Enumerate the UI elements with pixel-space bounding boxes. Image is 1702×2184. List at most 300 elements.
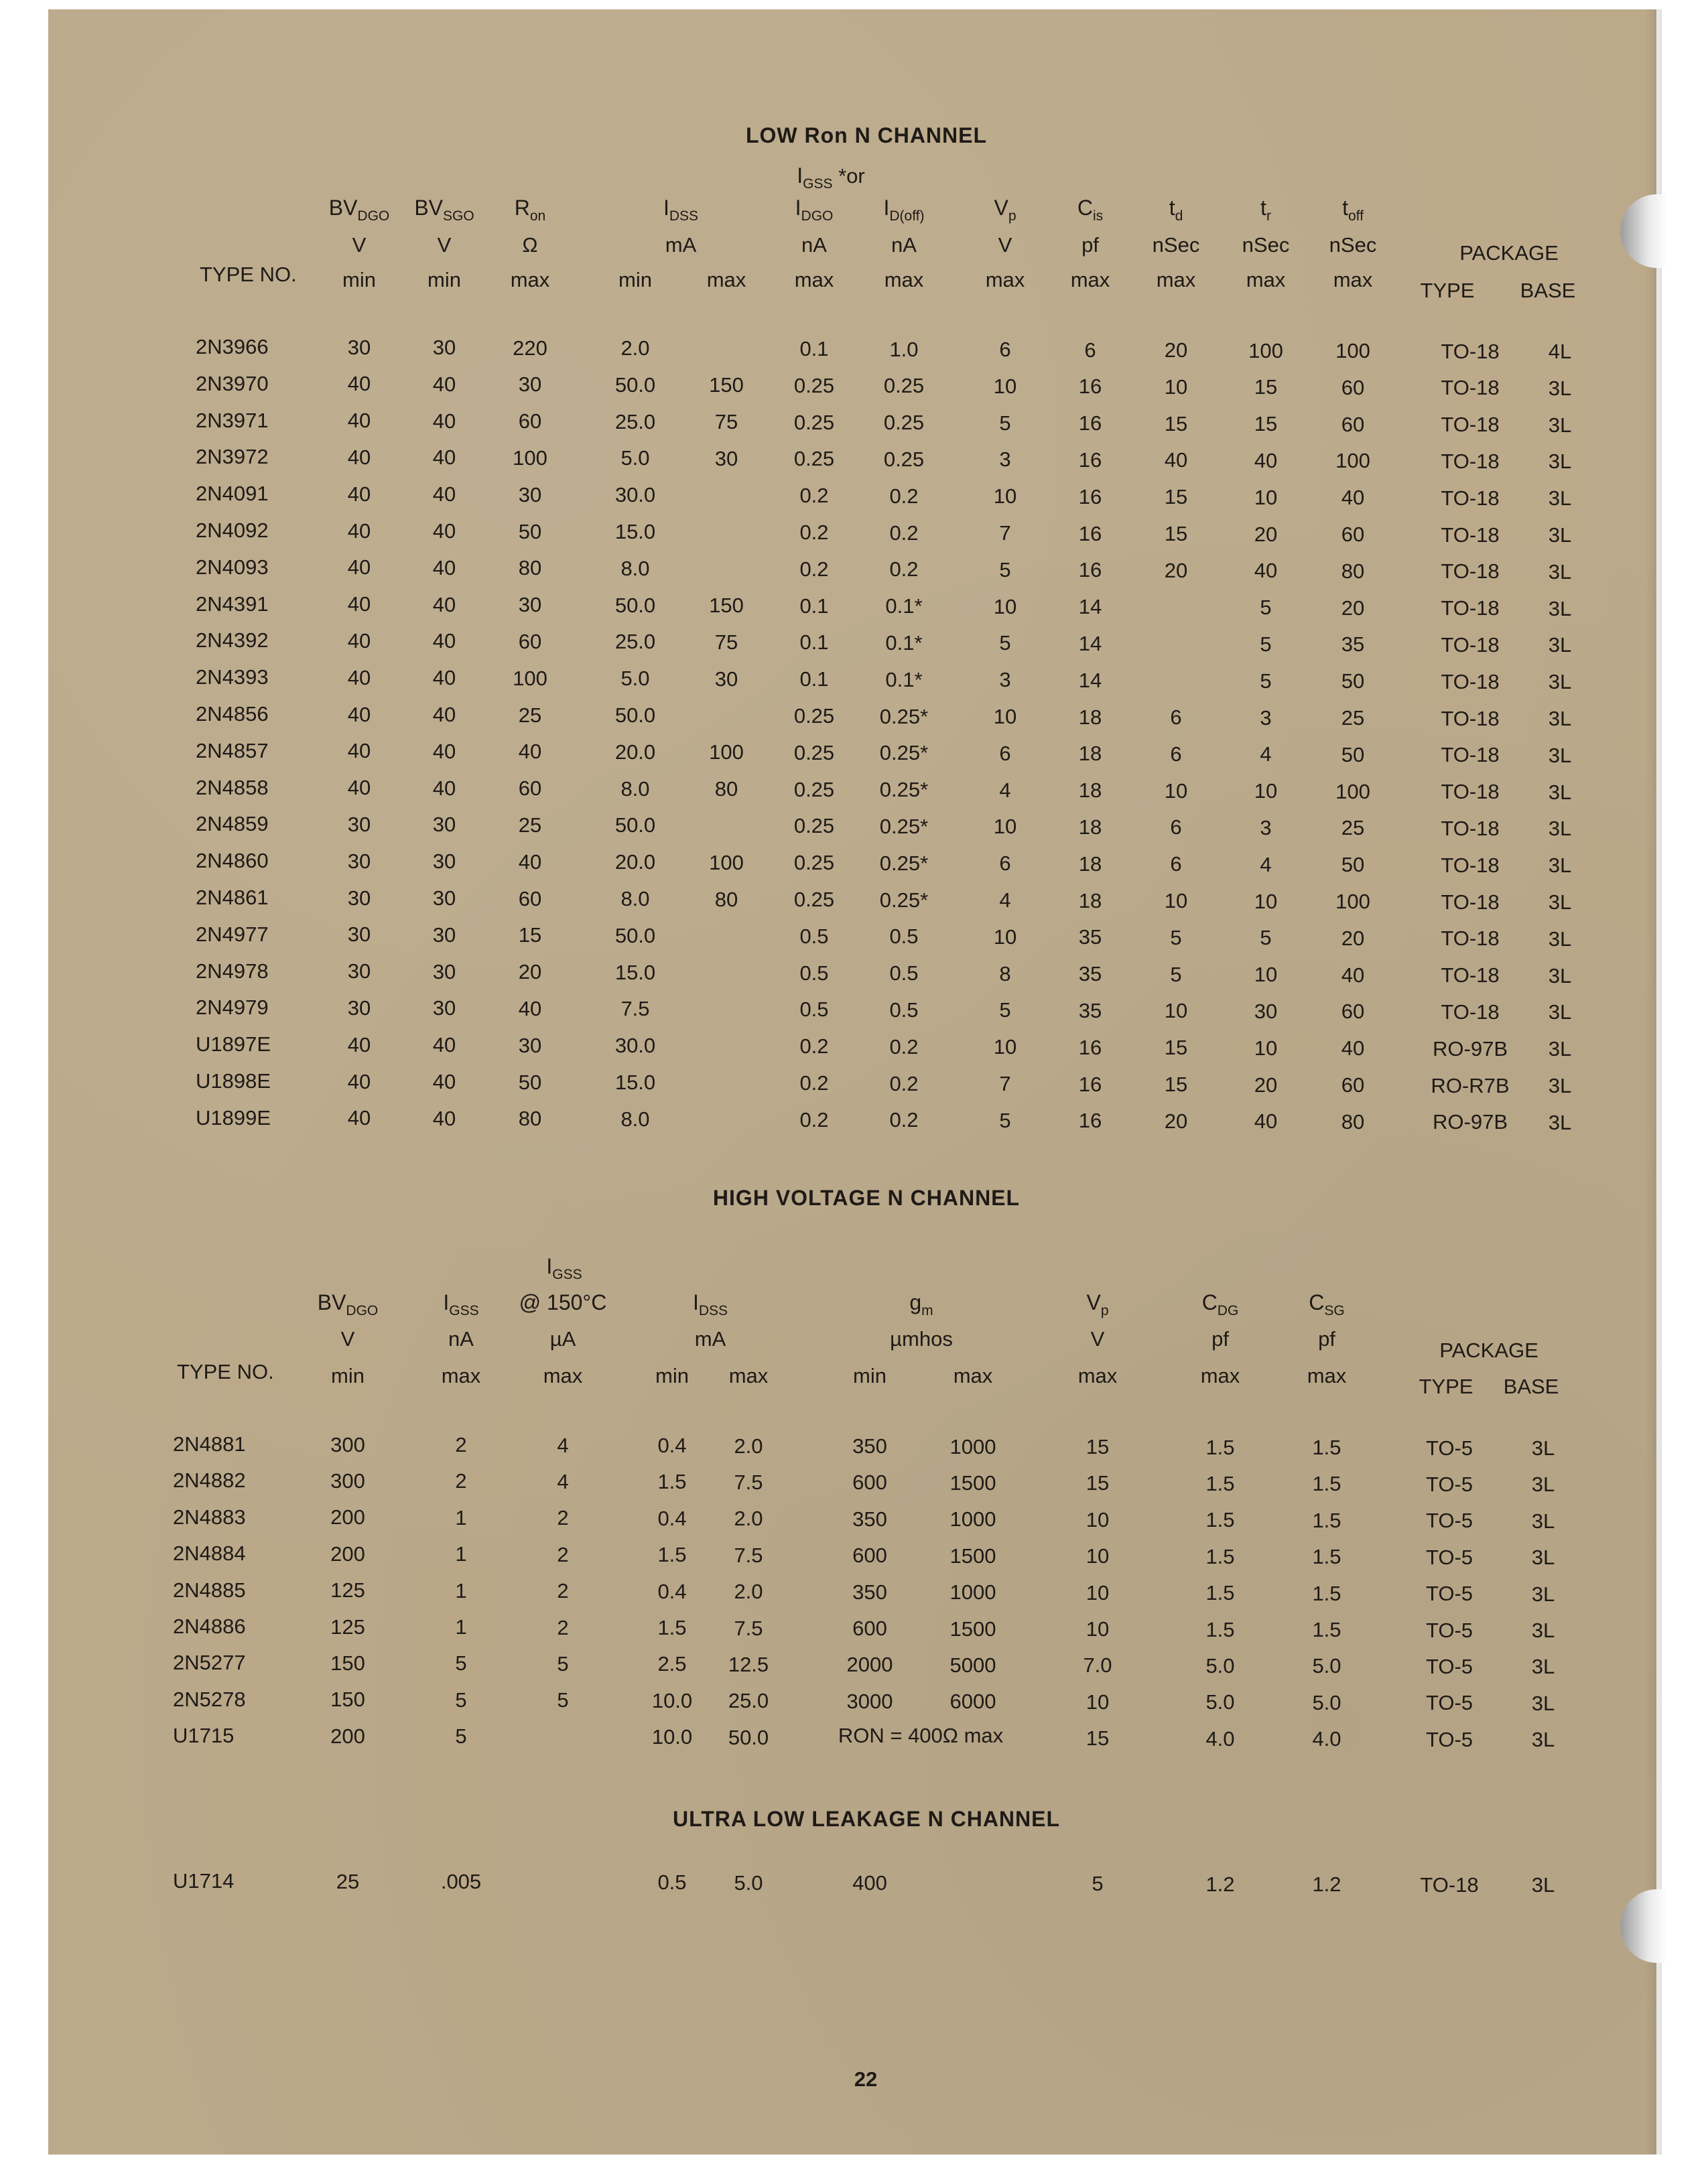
package-type-header: TYPE [1420,279,1475,302]
table-cell: 5 [1170,962,1182,986]
table-cell: 25.0 [614,630,656,654]
table-cell: 10 [1254,963,1278,987]
table-cell: 3L [1548,559,1572,584]
table-cell: 25 [336,1869,360,1893]
table-cell: 2.0 [734,1507,763,1531]
type-number: U1899E [196,1105,271,1130]
table-cell: 50.0 [614,703,656,727]
column-limit: max [1246,268,1286,291]
table-cell: 0.1* [885,630,923,655]
column-symbol [329,196,390,224]
table-cell: 1.5 [1312,1618,1341,1641]
symbol: I [443,1290,450,1314]
column-limit: min [342,268,376,291]
table-cell: 40 [1341,1036,1365,1061]
symbol: g [909,1290,922,1314]
table-cell: 4 [1260,852,1272,876]
type-number: 2N4884 [173,1542,246,1566]
symbol-subscript: p [1008,208,1017,224]
table-cell: 7.5 [734,1616,763,1640]
table-cell: 0.25 [793,851,835,875]
table-cell: 30 [432,849,456,874]
column-symbol [1202,1290,1239,1319]
table-cell: 18 [1078,815,1102,839]
table-cell: 40 [347,1032,371,1056]
table-cell: 100 [513,666,547,690]
table-cell: 5 [999,557,1011,582]
symbol-subscript: DSS [698,1303,728,1318]
column-limit: min [618,268,652,291]
table-cell: 30.0 [614,483,656,507]
table-cell: 100 [1335,779,1370,803]
table-cell: TO-18 [1441,706,1500,730]
table-cell: 150 [709,373,744,397]
type-number: 2N4856 [196,702,269,726]
table-cell: 6 [999,851,1011,876]
column-unit: V [998,233,1012,257]
table-cell: 5000 [950,1653,996,1677]
table-cell: 4.0 [1205,1726,1235,1751]
table-cell: 5 [1260,632,1272,656]
table-cell: 10 [993,705,1017,728]
column-limit: max [1077,1364,1118,1387]
table-cell: 5.0 [734,1870,763,1895]
table-cell: 50.0 [614,372,656,397]
column-unit: V [1090,1327,1105,1351]
table-cell: 1000 [950,1580,996,1605]
table-cell: 100 [1335,890,1370,913]
table-cell: 1.5 [1312,1472,1341,1496]
table-cell: 15 [1164,411,1188,435]
table-cell: 40 [1164,448,1188,472]
package-header: PACKAGE [1459,241,1559,265]
table-cell: 5 [1092,1872,1104,1895]
table-cell: 40 [347,519,371,543]
table-cell: 15 [1086,1726,1110,1751]
column-unit: Ω [522,233,538,257]
table-cell: TO-18 [1441,523,1500,547]
type-number: 2N4882 [173,1469,246,1493]
table-cell: 20 [1164,338,1188,362]
column-unit: pf [1318,1327,1335,1351]
table-cell: 40 [347,702,371,726]
table-cell: 60 [1341,412,1365,436]
column-symbol [414,196,474,224]
table-cell: 150 [709,594,744,618]
table-cell: 40 [1341,963,1365,987]
table-cell: 30 [432,996,456,1020]
type-number: 2N4861 [196,886,269,909]
table-cell: 10 [1164,374,1188,399]
type-number: 2N4092 [196,519,269,542]
table-cell: 1.5 [657,1543,687,1567]
table-cell: 40 [432,776,456,800]
table-cell: 7.0 [1083,1653,1112,1678]
table-cell: 8.0 [620,776,650,801]
table-cell: 2.0 [734,1580,763,1604]
symbol: R [514,196,530,220]
table-cell: 6 [1170,815,1182,839]
table-cell: 100 [1248,338,1283,362]
column-symbol [883,196,924,224]
table-cell: 40 [347,592,371,616]
table-cell: 15 [1164,1036,1188,1060]
table-cell: 10 [1254,485,1278,509]
table-cell: 25 [1341,816,1365,840]
table-cell: TO-5 [1425,1472,1474,1496]
table-cell: 0.4 [657,1506,687,1530]
table-cell: 0.2 [889,484,919,508]
symbol: BV [317,1290,346,1314]
table-cell: 2 [455,1469,467,1493]
table-cell: 60 [518,409,542,433]
table-cell: 150 [330,1651,365,1675]
table-cell: 8.0 [620,1107,650,1131]
table-cell: 35 [1078,998,1102,1022]
table-cell: 0.25 [793,814,835,838]
table-cell: 3L [1548,486,1572,510]
table-cell: 10 [1086,1544,1110,1568]
column-unit: V [340,1327,355,1351]
table-cell: 5 [1170,925,1182,949]
table-cell: TO-18 [1441,339,1500,363]
table-cell: 0.25* [879,778,929,802]
table-cell: 1000 [950,1507,996,1531]
table-cell: 60 [518,776,542,801]
symbol: V [994,196,1008,220]
table-cell: 3L [1531,1582,1555,1606]
type-number: 2N4886 [173,1615,246,1638]
table-cell: 10 [1164,889,1188,912]
column-symbol [318,1290,379,1319]
table-cell: 5 [999,411,1011,435]
table-cell: TO-5 [1425,1582,1474,1606]
table-cell: 125 [330,1578,365,1602]
table-cell: 0.25* [879,851,929,875]
table-cell: 25 [1341,706,1365,730]
table-cell: 300 [330,1432,365,1456]
table-cell: 3L [1548,1037,1572,1061]
table-cell: 2.0 [734,1434,763,1458]
table-cell: 10 [993,484,1017,508]
column-symbol [1342,196,1364,224]
type-number: 2N5277 [173,1651,246,1675]
table-cell: 3L [1531,1509,1555,1533]
type-number: 2N4979 [196,996,269,1020]
datasheet-page [48,9,1656,2155]
column-limit: min [655,1364,689,1387]
type-number: U1897E [196,1032,271,1056]
table-cell: 30 [432,886,456,910]
column-unit: nSec [1329,233,1377,257]
table-cell: 5 [455,1724,467,1749]
symbol-subscript: p [1100,1303,1109,1318]
table-cell: 80 [518,556,542,580]
section-title-high-voltage: HIGH VOLTAGE N CHANNEL [712,1186,1021,1210]
column-limit: max [441,1364,481,1387]
table-cell: 3L [1548,413,1572,437]
type-number: 2N4977 [196,922,269,946]
table-cell: 3L [1548,780,1572,804]
table-cell: 2 [557,1579,569,1603]
page-edge-shadow [1645,9,1662,2155]
column-symbol [909,1290,933,1319]
table-cell: 75 [714,630,738,654]
table-cell: 200 [330,1542,365,1566]
table-cell: 40 [347,372,371,396]
table-cell: 1500 [950,1617,996,1641]
symbol: V [1086,1290,1101,1314]
table-cell: 0.25* [879,704,929,728]
table-cell: 4.0 [1312,1727,1341,1751]
table-cell: 16 [1078,1109,1102,1133]
table-cell: 3L [1548,523,1572,547]
table-cell: 30 [347,335,371,359]
column-limit: max [510,268,550,291]
table-cell: 6 [1084,338,1096,362]
table-cell: 40 [432,482,456,506]
section-title-low-ron: LOW Ron N CHANNEL [745,123,988,147]
table-cell: 3L [1548,743,1572,767]
table-cell: TO-18 [1441,486,1500,510]
column-unit: nA [891,233,917,257]
symbol-subscript: SG [1324,1303,1345,1318]
table-cell: 7 [999,521,1011,545]
table-cell: 80 [714,777,738,801]
table-cell: 7.5 [734,1470,763,1494]
table-cell: 100 [1335,449,1370,473]
column-unit: nA [448,1327,474,1351]
table-cell: 10 [1086,1617,1110,1641]
table-cell: 14 [1078,631,1102,655]
column-symbol [693,1290,728,1319]
table-cell: 40 [347,628,371,653]
table-cell: 1.2 [1205,1872,1235,1896]
table-cell: 25.0 [614,409,656,433]
table-cell: 30 [714,446,738,470]
table-cell: 0.25* [879,814,929,838]
table-cell: TO-18 [1441,413,1500,437]
table-cell: 5 [455,1688,467,1712]
table-cell: 15 [1164,1073,1188,1096]
table-cell: TO-18 [1441,632,1500,657]
table-cell: 0.2 [889,1108,919,1132]
type-number: 2N3970 [196,371,269,395]
symbol-subscript: D(off) [889,208,925,224]
table-cell: 0.2 [799,484,829,508]
symbol-subscript: DGO [346,1303,379,1318]
table-cell: 30 [714,667,738,691]
table-cell: 20 [518,960,542,984]
table-cell: 4 [999,888,1011,912]
table-cell: 2 [557,1542,569,1566]
table-cell: 0.25 [883,374,925,398]
table-cell: 100 [1335,339,1370,362]
type-number: 2N4881 [173,1432,246,1456]
table-cell: 6000 [950,1690,996,1714]
package-base-header: BASE [1520,279,1576,302]
table-cell: 15.0 [614,1071,656,1094]
table-cell: 2000 [846,1653,893,1677]
table-cell: 1.2 [1312,1872,1341,1896]
table-cell: 8 [999,961,1011,985]
table-cell: 0.2 [799,1071,829,1095]
table-cell: 10 [1164,999,1188,1023]
table-cell: 1 [455,1505,467,1529]
table-cell: 1.5 [1205,1435,1235,1459]
table-cell: 3L [1548,670,1572,694]
table-cell: 12.5 [728,1652,769,1676]
column-limit: max [985,268,1025,291]
table-cell: 30 [518,593,542,617]
table-cell: 1500 [950,1471,996,1495]
type-number: 2N3972 [196,445,269,469]
type-number: 2N4978 [196,959,269,983]
table-cell: 30 [347,959,371,983]
ron-note: RON = 400Ω max [838,1724,1004,1748]
symbol-subscript: DGO [357,208,390,224]
symbol: @ 150°C [519,1290,607,1314]
table-cell: 15 [1086,1471,1110,1495]
table-cell: 10 [1164,778,1188,803]
table-cell: 10.0 [651,1725,693,1749]
table-cell: 0.2 [889,557,919,582]
table-cell: 18 [1078,705,1102,729]
table-cell: 60 [1341,523,1365,546]
table-cell: 3L [1548,707,1572,730]
table-cell: 3L [1548,1110,1572,1134]
table-cell: 16 [1078,1072,1102,1096]
table-cell: 40 [432,739,456,763]
table-cell: 8.0 [620,887,650,910]
table-cell: TO-5 [1425,1618,1474,1642]
table-cell: 10 [993,815,1017,839]
table-cell: 30 [432,813,456,837]
table-cell: 0.25 [793,410,835,434]
table-cell: 30 [432,336,456,359]
table-cell: 3L [1531,1655,1555,1679]
table-cell: 1.5 [1312,1545,1341,1569]
type-number: 2N4883 [173,1505,246,1529]
table-cell: TO-18 [1441,743,1500,767]
table-cell: 0.25 [793,704,835,728]
table-cell: 1.5 [1205,1544,1235,1568]
table-cell: 60 [1341,1073,1365,1097]
table-cell: 16 [1078,1035,1102,1059]
table-cell: TO-18 [1441,449,1500,473]
table-cell: TO-18 [1441,1000,1500,1024]
table-cell: 40 [347,739,371,763]
symbol-subscript: DGO [801,208,834,224]
table-cell: 1.5 [1312,1581,1341,1605]
table-cell: 14 [1078,668,1102,692]
table-cell: 15 [1254,375,1278,399]
table-cell: TO-5 [1425,1727,1474,1751]
table-cell: TO-5 [1425,1654,1474,1678]
table-cell: 1 [455,1578,467,1602]
table-cell: 40 [1254,448,1278,472]
table-cell: 3L [1531,1473,1555,1497]
table-cell: 350 [852,1580,887,1604]
table-cell: 40 [432,1070,456,1093]
type-number: 2N4860 [196,849,269,873]
table-cell: 7.5 [620,997,650,1021]
table-cell: 3L [1531,1873,1555,1897]
table-cell: 40 [432,409,456,433]
symbol-subscript: GSS [449,1303,479,1318]
type-number: 2N3971 [196,408,269,432]
table-cell: 3000 [846,1689,893,1713]
table-cell: 0.4 [657,1434,687,1457]
table-cell: 5.0 [1312,1654,1341,1678]
table-cell: 40 [347,409,371,433]
type-no-header: TYPE NO. [177,1360,274,1383]
table-cell: TO-5 [1425,1545,1474,1569]
table-cell: 60 [518,629,542,653]
symbol-subscript: d [1175,208,1183,224]
table-cell: 50.0 [614,593,656,617]
table-cell: 10 [993,374,1017,398]
table-cell: TO-18 [1441,853,1500,877]
symbol: C [1201,1290,1218,1314]
symbol-subscript: r [1266,208,1271,224]
table-cell: 0.1 [799,667,829,691]
table-cell: 10 [993,1035,1017,1059]
table-cell: 40 [1254,1109,1278,1134]
table-cell: 25 [518,813,542,837]
table-cell: RO-R7B [1431,1073,1510,1097]
table-cell: 4 [557,1433,569,1457]
symbol-subscript: m [921,1303,933,1318]
table-cell: 3L [1531,1546,1555,1570]
type-number: 2N4093 [196,555,269,579]
table-cell: 40 [432,446,456,470]
table-cell: 30 [518,372,542,397]
table-cell: 3 [1260,815,1272,839]
table-cell: 50 [518,519,542,543]
table-cell: 5 [455,1651,467,1676]
table-cell: 100 [513,446,547,470]
table-cell: 1.5 [1205,1508,1235,1532]
column-unit: V [437,233,452,257]
table-cell: 0.25 [793,777,835,801]
table-cell: 16 [1078,521,1102,545]
table-cell: 0.4 [657,1579,687,1603]
table-cell: 50 [1341,669,1365,693]
table-cell: 25 [518,703,542,727]
table-cell: 6 [999,741,1011,765]
type-number: 2N4392 [196,628,269,653]
table-cell: 6 [1170,742,1182,766]
table-cell: 3L [1548,376,1572,400]
column-limit: max [728,1364,769,1387]
table-cell: 0.2 [799,1034,829,1059]
table-cell: 80 [1341,1109,1365,1134]
table-cell: 1.5 [657,1470,687,1494]
table-cell: 0.2 [889,521,919,545]
column-symbol [994,196,1016,224]
table-cell: 0.1 [799,594,829,618]
table-cell: 40 [347,482,371,506]
type-number: U1898E [196,1069,271,1093]
symbol: t [1260,196,1266,220]
column-unit: V [352,233,367,257]
table-cell: 30 [432,959,456,983]
table-cell: 0.2 [889,1071,919,1095]
table-cell: 5 [1260,669,1272,693]
table-cell: 30 [347,923,371,947]
column-symbol [1260,196,1271,224]
